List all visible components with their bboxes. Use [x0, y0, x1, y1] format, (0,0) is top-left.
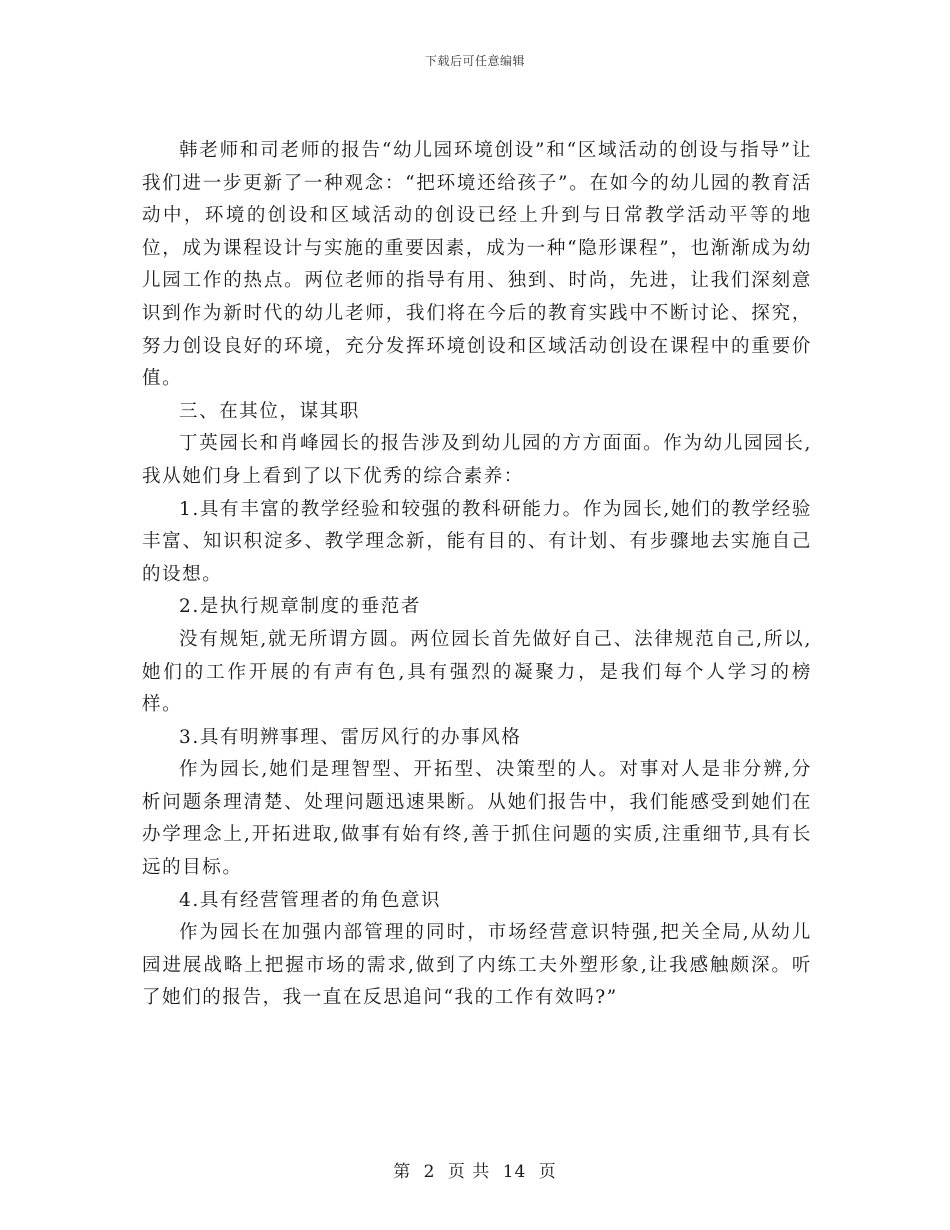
paragraph-point-1: 1.具有丰富的教学经验和较强的教科研能力。作为园长,她们的教学经验丰富、知识积淀多、教学理念新，能有目的、有计划、有步骤地去实施自己的设想。	[142, 498, 812, 585]
current-page-number: 2	[423, 1162, 436, 1182]
page-footer	[0, 1157, 950, 1182]
document-body	[142, 135, 812, 1015]
paragraph-principals-intro: 丁英园长和肖峰园长的报告涉及到幼儿园的方方面面。作为幼儿园园长,我从她们身上看到了以下优秀的综合素养：	[142, 433, 812, 487]
heading-point-3: 3.具有明辨事理、雷厉风行的办事风格	[179, 726, 522, 748]
footer-middle: 页 共	[447, 1162, 491, 1182]
total-pages-number: 14	[502, 1162, 527, 1182]
page-header: 下载后可任意编辑	[424, 54, 525, 68]
paragraph-point-3: 作为园长,她们是理智型、开拓型、决策型的人。对事对人是非分辨,分析问题条理清楚、处理问题迅速果断。从她们报告中，我们能感受到她们在办学理念上,开拓进取,做事有始有终,善于抓住问题的实质,注重细节,具有长远的目标。	[142, 759, 812, 879]
paragraph-point-4: 作为园长在加强内部管理的同时，市场经营意识特强,把关全局,从幼儿园进展战略上把握市场的需求,做到了内练工夫外塑形象,让我感触颇深。听了她们的报告，我一直在反思追问“我的工作有效吗?”	[142, 922, 812, 1009]
section-heading-3: 三、在其位，谋其职	[179, 400, 360, 422]
heading-point-4: 4.具有经营管理者的角色意识	[179, 889, 442, 911]
paragraph-point-2: 没有规矩,就无所谓方圆。两位园长首先做好自己、法律规范自己,所以,她们的工作开展的有声有色,具有强烈的凝聚力，是我们每个人学习的榜样。	[142, 628, 812, 716]
footer-suffix: 页	[538, 1162, 557, 1182]
footer-prefix: 第	[393, 1162, 412, 1182]
paragraph-environment: 韩老师和司老师的报告“幼儿园环境创设”和“区域活动的创设与指导”让我们进一步更新了一种观念：“把环境还给孩子”。在如今的幼儿园的教育活动中，环境的创设和区域活动的创设已经上升到与日常教学活动平等的地位，成为课程设计与实施的重要因素，成为一种“隐形课程”，也渐渐成为幼儿园工作的热点。两位老师的指导有用、独到、时尚，先进，让我们深刻意识到作为新时代的幼儿老师，我们将在今后的教育实践中不断讨论、探究，努力创设良好的环境，充分发挥环境创设和区域活动创设在课程中的重要价值。	[142, 140, 812, 390]
heading-point-2: 2.是执行规章制度的垂范者	[179, 596, 421, 618]
